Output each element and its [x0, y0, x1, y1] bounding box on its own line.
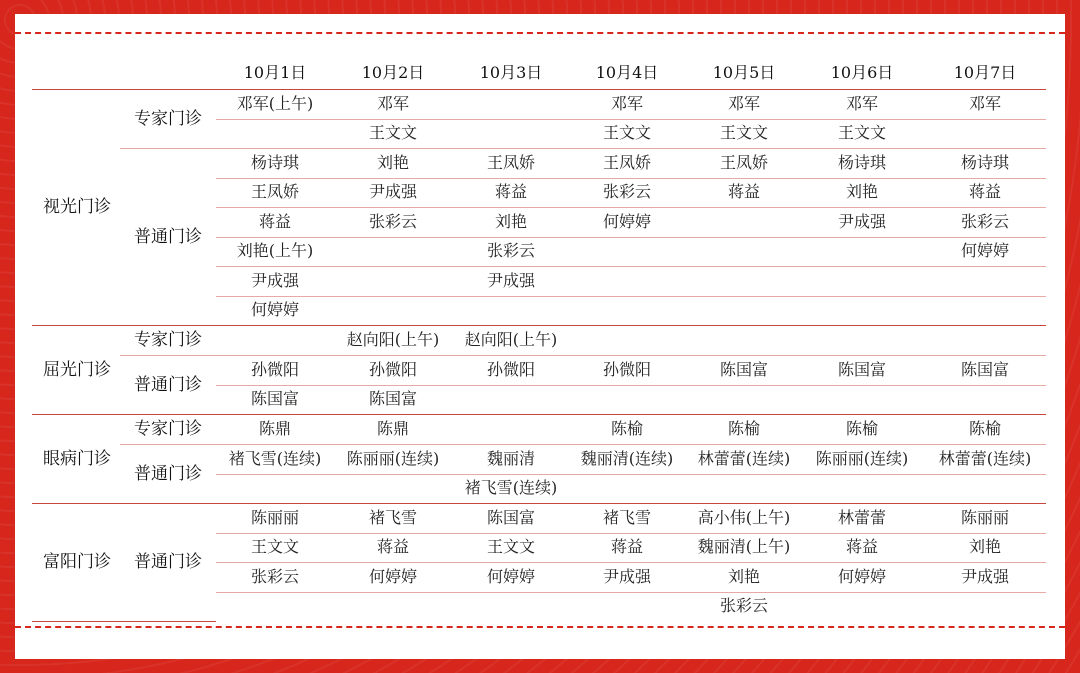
- doctor-cell: 王文文: [368, 123, 417, 143]
- doctor-cell: 陈国富: [486, 507, 535, 527]
- clinic-group-label: 视光门诊: [43, 197, 111, 217]
- doctor-cell: 张彩云: [602, 182, 651, 202]
- doctor-cell: 陈榆: [845, 419, 878, 438]
- doctor-cell: 尹成强: [602, 566, 651, 586]
- doctor-cell: 张彩云: [486, 241, 535, 261]
- doctor-cell: 蒋益: [258, 211, 291, 231]
- doctor-cell: 何婷婷: [486, 566, 535, 586]
- doctor-cell: 何婷婷: [250, 300, 299, 320]
- date-header: 10月2日: [361, 63, 425, 82]
- doctor-cell: 张彩云: [250, 566, 299, 586]
- doctor-cell: 王文文: [602, 123, 651, 143]
- doctor-cell: 杨诗琪: [250, 152, 299, 172]
- doctor-cell: 孙微阳: [368, 359, 417, 379]
- clinic-type-label: 普通门诊: [134, 463, 202, 484]
- doctor-cell: 孙微阳: [486, 359, 535, 379]
- doctor-cell: 陈榆: [610, 419, 643, 438]
- doctor-cell: 王凤娇: [719, 152, 768, 172]
- doctor-cell: 尹成强: [486, 270, 535, 290]
- doctor-cell: 张彩云: [719, 596, 768, 616]
- doctor-cell: 褚飞雪(连续): [464, 478, 558, 498]
- doctor-cell: 张彩云: [960, 211, 1009, 231]
- doctor-cell: 陈鼎: [258, 419, 291, 438]
- doctor-cell: 蒋益: [376, 537, 409, 557]
- doctor-cell: 褚飞雪: [602, 507, 651, 527]
- doctor-cell: 邓军: [376, 93, 409, 113]
- doctor-cell: 陈丽丽: [250, 507, 299, 527]
- row-divider: [216, 474, 1046, 475]
- doctor-cell: 魏丽清: [486, 448, 535, 468]
- doctor-cell: 褚飞雪(连续): [228, 448, 322, 468]
- doctor-cell: 王文文: [719, 123, 768, 143]
- doctor-cell: 陈国富: [250, 389, 299, 409]
- doctor-cell: 高小伟(上午): [697, 507, 791, 527]
- doctor-cell: 王凤娇: [486, 152, 535, 172]
- doctor-cell: 何婷婷: [368, 566, 417, 586]
- doctor-cell: 蒋益: [610, 537, 643, 557]
- doctor-cell: 陈国富: [837, 359, 886, 379]
- date-header: 10月3日: [479, 63, 543, 82]
- doctor-cell: 杨诗琪: [837, 152, 886, 172]
- doctor-cell: 刘艳: [968, 537, 1001, 557]
- group-divider: [32, 621, 216, 622]
- doctor-cell: 陈国富: [960, 359, 1009, 379]
- doctor-cell: 王文文: [250, 537, 299, 557]
- doctor-cell: 赵向阳(上午): [464, 330, 558, 349]
- doctor-cell: 蒋益: [968, 182, 1001, 202]
- clinic-group-label: 富阳门诊: [43, 552, 111, 572]
- doctor-cell: 陈丽丽(连续): [815, 448, 909, 468]
- doctor-cell: 邓军(上午): [236, 93, 314, 113]
- doctor-cell: 尹成强: [368, 182, 417, 202]
- row-divider: [216, 266, 1046, 267]
- date-header: 10月5日: [712, 63, 776, 82]
- doctor-cell: 陈榆: [727, 419, 760, 438]
- doctor-cell: 尹成强: [960, 566, 1009, 586]
- doctor-cell: 陈丽丽: [960, 507, 1009, 527]
- top-dashed-divider: [15, 32, 1065, 34]
- doctor-cell: 何婷婷: [837, 566, 886, 586]
- clinic-type-label: 普通门诊: [134, 226, 202, 247]
- doctor-cell: 杨诗琪: [960, 152, 1009, 172]
- doctor-cell: 孙微阳: [250, 359, 299, 379]
- doctor-cell: 何婷婷: [960, 241, 1009, 261]
- doctor-cell: 蒋益: [494, 182, 527, 202]
- doctor-cell: 陈榆: [968, 419, 1001, 438]
- doctor-cell: 张彩云: [368, 211, 417, 231]
- date-header: 10月7日: [953, 63, 1017, 82]
- doctor-cell: 王文文: [486, 537, 535, 557]
- doctor-cell: 王凤娇: [250, 182, 299, 202]
- doctor-cell: 王凤娇: [602, 152, 651, 172]
- doctor-cell: 褚飞雪: [368, 507, 417, 527]
- clinic-type-label: 普通门诊: [134, 374, 202, 395]
- doctor-cell: 陈国富: [368, 389, 417, 409]
- clinic-type-label: 专家门诊: [134, 330, 202, 350]
- doctor-cell: 孙微阳: [602, 359, 651, 379]
- date-header: 10月4日: [595, 63, 659, 82]
- doctor-cell: 邓军: [968, 93, 1001, 113]
- doctor-cell: 刘艳: [727, 566, 760, 586]
- doctor-cell: 林蕾蕾: [837, 507, 886, 527]
- doctor-cell: 尹成强: [250, 270, 299, 290]
- doctor-cell: 林蕾蕾(连续): [697, 448, 791, 468]
- group-divider: [32, 325, 1046, 326]
- doctor-cell: 林蕾蕾(连续): [938, 448, 1032, 468]
- doctor-cell: 邓军: [727, 93, 760, 113]
- doctor-cell: 魏丽清(连续): [580, 448, 674, 468]
- doctor-cell: 陈丽丽(连续): [346, 448, 440, 468]
- doctor-cell: 魏丽清(上午): [697, 537, 791, 557]
- bottom-dashed-divider: [15, 626, 1065, 628]
- clinic-type-label: 普通门诊: [134, 552, 202, 572]
- doctor-cell: 蒋益: [845, 537, 878, 557]
- clinic-group-label: 眼病门诊: [43, 448, 111, 469]
- doctor-cell: 蒋益: [727, 182, 760, 202]
- row-divider: [216, 592, 1046, 593]
- clinic-group-label: 屈光门诊: [43, 359, 111, 380]
- date-header: 10月1日: [243, 63, 307, 82]
- doctor-cell: 刘艳: [494, 211, 527, 231]
- doctor-cell: 王文文: [837, 123, 886, 143]
- doctor-cell: 赵向阳(上午): [346, 330, 440, 349]
- clinic-type-label: 专家门诊: [134, 419, 202, 439]
- clinic-type-label: 专家门诊: [134, 108, 202, 129]
- doctor-cell: 刘艳: [376, 152, 409, 172]
- group-divider: [32, 414, 1046, 415]
- doctor-cell: 何婷婷: [602, 211, 651, 231]
- doctor-cell: 尹成强: [837, 211, 886, 231]
- row-divider: [216, 237, 1046, 238]
- doctor-cell: 陈鼎: [376, 419, 409, 438]
- doctor-cell: 刘艳: [845, 182, 878, 202]
- doctor-cell: 邓军: [610, 93, 643, 113]
- row-divider: [216, 296, 1046, 297]
- doctor-cell: 刘艳(上午): [236, 241, 314, 261]
- doctor-cell: 邓军: [845, 93, 878, 113]
- date-header: 10月6日: [830, 63, 894, 82]
- doctor-cell: 陈国富: [719, 359, 768, 379]
